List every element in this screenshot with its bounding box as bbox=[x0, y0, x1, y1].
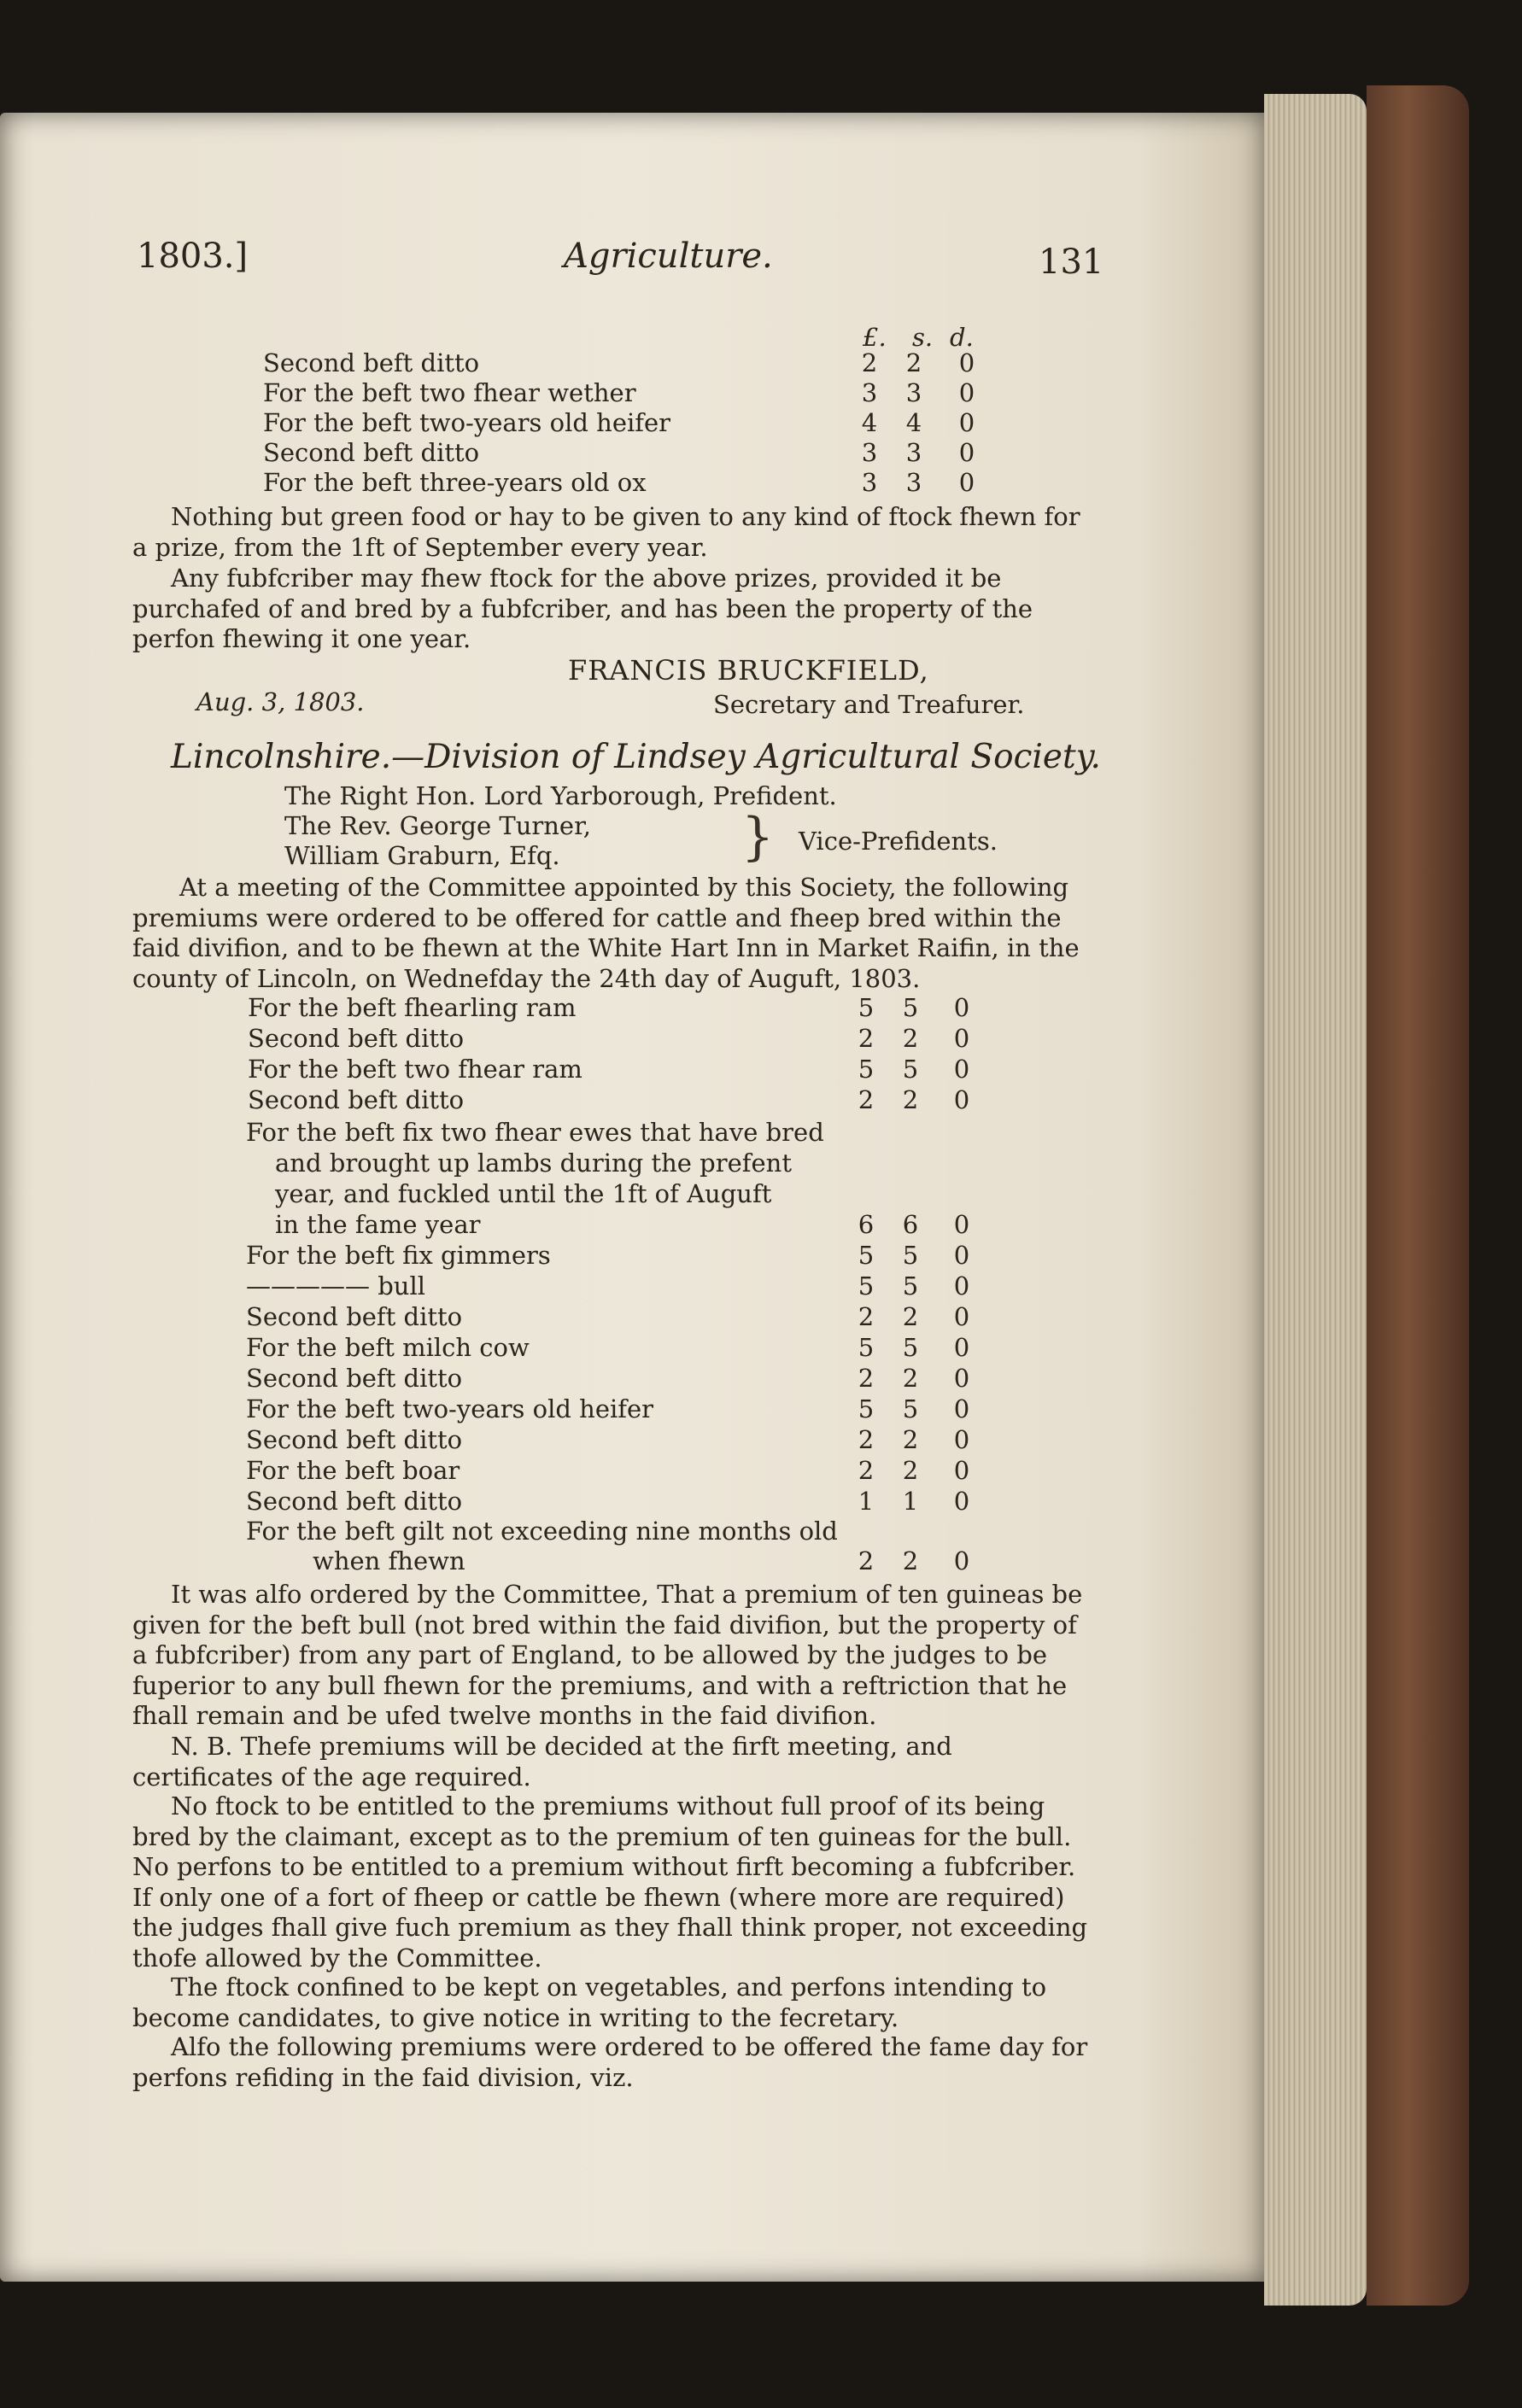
premium-shillings: 5 bbox=[902, 1394, 919, 1423]
premium-pence: 0 bbox=[953, 1546, 970, 1575]
premium-pounds: 3 bbox=[861, 438, 878, 467]
premium-pence: 0 bbox=[953, 1487, 970, 1516]
currency-pence-header: d. bbox=[950, 323, 974, 352]
paragraph-entitlement: No ftock to be entitled to the premiums without full proof of its being bred by the claimant, except as to the premium of ten guineas for the bull. No perfons to be entitled to a premium without firft becoming a fubfcriber. If only one of a fort of fheep or cattle be fhewn (where more are required) the judges fhall give fuch premium as they fhall think proper, not exceeding thofe allowed by the Committee. bbox=[132, 1791, 1088, 1973]
premium-pounds: 1 bbox=[858, 1487, 875, 1516]
premium-label: For the beft milch cow bbox=[246, 1333, 530, 1362]
premium-shillings: 5 bbox=[902, 1241, 919, 1270]
premium-label: ————— bull bbox=[246, 1271, 426, 1300]
premium-pence: 0 bbox=[953, 1394, 970, 1423]
premium-shillings: 2 bbox=[902, 1024, 919, 1053]
premium-shillings: 2 bbox=[902, 1425, 919, 1454]
premium-label: For the beft two-years old heifer bbox=[263, 408, 671, 437]
premium-label: Second beft ditto bbox=[248, 1085, 465, 1114]
premium-pounds: 2 bbox=[858, 1425, 875, 1454]
premium-pounds: 5 bbox=[858, 1271, 875, 1300]
premium-label: For the beft boar bbox=[246, 1456, 460, 1485]
paragraph-following-premiums: Alfo the following premiums were ordered to be offered the fame day for perfons refiding in the faid division, viz. bbox=[132, 2032, 1088, 2092]
premium-pence: 0 bbox=[953, 993, 970, 1022]
paragraph-green-food: Nothing but green food or hay to be given to any kind of ftock fhewn for a prize, from the 1ft of September every year. bbox=[132, 502, 1080, 562]
signature-name: FRANCIS BRUCKFIELD, bbox=[568, 654, 929, 687]
premium-pence: 0 bbox=[958, 348, 975, 377]
book-cover bbox=[1367, 85, 1469, 2306]
premium-label: Second beft ditto bbox=[246, 1302, 463, 1331]
premium-label-ewes-line: For the beft fix two fhear ewes that have bred bbox=[246, 1118, 824, 1147]
premium-pounds: 3 bbox=[861, 468, 878, 497]
premium-label-ewes-line: in the fame year bbox=[275, 1210, 481, 1239]
premium-shillings: 2 bbox=[902, 1546, 919, 1575]
premium-label-ewes-line: year, and fuckled until the 1ft of Auguft bbox=[275, 1179, 772, 1208]
premium-pounds: 2 bbox=[858, 1024, 875, 1053]
premium-label: Second beft ditto bbox=[246, 1364, 463, 1393]
premium-pounds: 5 bbox=[858, 1241, 875, 1270]
section-title: Lincolnshire.—Division of Lindsey Agricultural Society. bbox=[171, 738, 1101, 776]
premium-label-ewes-line: and brought up lambs during the prefent bbox=[275, 1148, 792, 1178]
premium-pence: 0 bbox=[953, 1085, 970, 1114]
premium-shillings: 2 bbox=[902, 1456, 919, 1485]
premium-pounds: 6 bbox=[858, 1210, 875, 1239]
paragraph-ten-guineas: It was alfo ordered by the Committee, That a premium of ten guineas be given for the beft bull (not bred within the faid divifion, but the property of a fubfcriber) from any part of England, to be allowed by the judges to be fuperior to any bull fhewn for the premiums, and with a reftriction that he fhall remain and be ufed twelve months in the faid divifion. bbox=[132, 1580, 1083, 1730]
premium-shillings: 3 bbox=[905, 438, 922, 467]
signature-role: Secretary and Treafurer. bbox=[713, 690, 1025, 719]
premium-pence: 0 bbox=[953, 1271, 970, 1300]
premium-pence: 0 bbox=[953, 1364, 970, 1393]
premium-label: For the beft two fhear wether bbox=[263, 378, 636, 407]
paragraph-vegetables: The ftock confined to be kept on vegetables, and perfons intending to become candidates, to give notice in writing to the fecretary. bbox=[132, 1973, 1047, 2032]
premium-shillings: 2 bbox=[902, 1085, 919, 1114]
premium-label-gilt-line: when fhewn bbox=[313, 1546, 465, 1575]
brace: } bbox=[741, 807, 775, 867]
premium-shillings: 2 bbox=[902, 1364, 919, 1393]
premium-pence: 0 bbox=[958, 378, 975, 407]
premium-pence: 0 bbox=[953, 1241, 970, 1270]
currency-pounds-header: £. bbox=[863, 323, 887, 352]
premium-pounds: 5 bbox=[858, 1055, 875, 1084]
premium-shillings: 5 bbox=[902, 1271, 919, 1300]
premium-pence: 0 bbox=[953, 1456, 970, 1485]
premium-pounds: 5 bbox=[858, 993, 875, 1022]
premium-pounds: 2 bbox=[858, 1456, 875, 1485]
premium-shillings: 5 bbox=[902, 1055, 919, 1084]
premium-label: For the beft two fhear ram bbox=[248, 1055, 582, 1084]
premium-label: Second beft ditto bbox=[263, 438, 480, 467]
premium-label: For the beft two-years old heifer bbox=[246, 1394, 654, 1423]
paragraph-nota-bene: N. B. Thefe premiums will be decided at the firft meeting, and certificates of the age required. bbox=[132, 1732, 952, 1791]
premium-pounds: 5 bbox=[858, 1333, 875, 1362]
premium-label: For the beft fix gimmers bbox=[246, 1241, 551, 1270]
premium-pounds: 2 bbox=[861, 348, 878, 377]
premium-pence: 0 bbox=[953, 1333, 970, 1362]
premium-shillings: 6 bbox=[902, 1210, 919, 1239]
premium-pence: 0 bbox=[958, 408, 975, 437]
premium-shillings: 2 bbox=[905, 348, 922, 377]
premium-pence: 0 bbox=[958, 468, 975, 497]
premium-pence: 0 bbox=[953, 1055, 970, 1084]
premium-pounds: 2 bbox=[858, 1546, 875, 1575]
currency-shillings-header: s. bbox=[912, 323, 934, 352]
paragraph-subscriber: Any fubfcriber may fhew ftock for the above prizes, provided it be purchafed of and bred by a fubfcriber, and has been the property of the perfon fhewing it one year. bbox=[132, 564, 1033, 653]
premium-label: Second beft ditto bbox=[248, 1024, 465, 1053]
premium-pence: 0 bbox=[953, 1425, 970, 1454]
premium-shillings: 3 bbox=[905, 468, 922, 497]
premium-label: Second beft ditto bbox=[246, 1487, 463, 1516]
signature-date: Aug. 3, 1803. bbox=[196, 687, 365, 716]
premium-pounds: 4 bbox=[861, 408, 878, 437]
premium-pounds: 2 bbox=[858, 1364, 875, 1393]
premium-pence: 0 bbox=[953, 1302, 970, 1331]
premium-label: Second beft ditto bbox=[263, 348, 480, 377]
premium-pence: 0 bbox=[953, 1024, 970, 1053]
premium-pence: 0 bbox=[958, 438, 975, 467]
officer-vp-1: The Rev. George Turner, bbox=[284, 811, 591, 840]
premium-label: Second beft ditto bbox=[246, 1425, 463, 1454]
premium-shillings: 5 bbox=[902, 1333, 919, 1362]
premium-label: For the beft fhearling ram bbox=[248, 993, 577, 1022]
premium-shillings: 3 bbox=[905, 378, 922, 407]
officer-vp-label: Vice-Prefidents. bbox=[799, 827, 998, 856]
premium-pounds: 2 bbox=[858, 1085, 875, 1114]
premium-label-gilt-line: For the beft gilt not exceeding nine months old bbox=[246, 1517, 838, 1546]
page-edges bbox=[1264, 94, 1367, 2306]
premium-pence: 0 bbox=[953, 1210, 970, 1239]
premium-pounds: 2 bbox=[858, 1302, 875, 1331]
premium-pounds: 5 bbox=[858, 1394, 875, 1423]
officer-vp-2: William Graburn, Efq. bbox=[284, 841, 560, 870]
running-head-title: Agriculture. bbox=[564, 237, 773, 276]
premium-shillings: 4 bbox=[905, 408, 922, 437]
premium-shillings: 1 bbox=[902, 1487, 919, 1516]
premium-shillings: 2 bbox=[902, 1302, 919, 1331]
page-number: 131 bbox=[1039, 243, 1104, 282]
premium-shillings: 5 bbox=[902, 993, 919, 1022]
paragraph-meeting: At a meeting of the Committee appointed by this Society, the following premiums were ordered to be offered for cattle and fheep bred within the faid divifion, and to be fhewn at the White Hart Inn in Market Raifin, in the county of Lincoln, on Wednefday the 24th day of Auguft, 1803. bbox=[132, 873, 1080, 993]
running-head-year: 1803.] bbox=[137, 237, 249, 276]
premium-pounds: 3 bbox=[861, 378, 878, 407]
officer-president: The Right Hon. Lord Yarborough, Prefident. bbox=[284, 781, 837, 810]
premium-label: For the beft three-years old ox bbox=[263, 468, 647, 497]
